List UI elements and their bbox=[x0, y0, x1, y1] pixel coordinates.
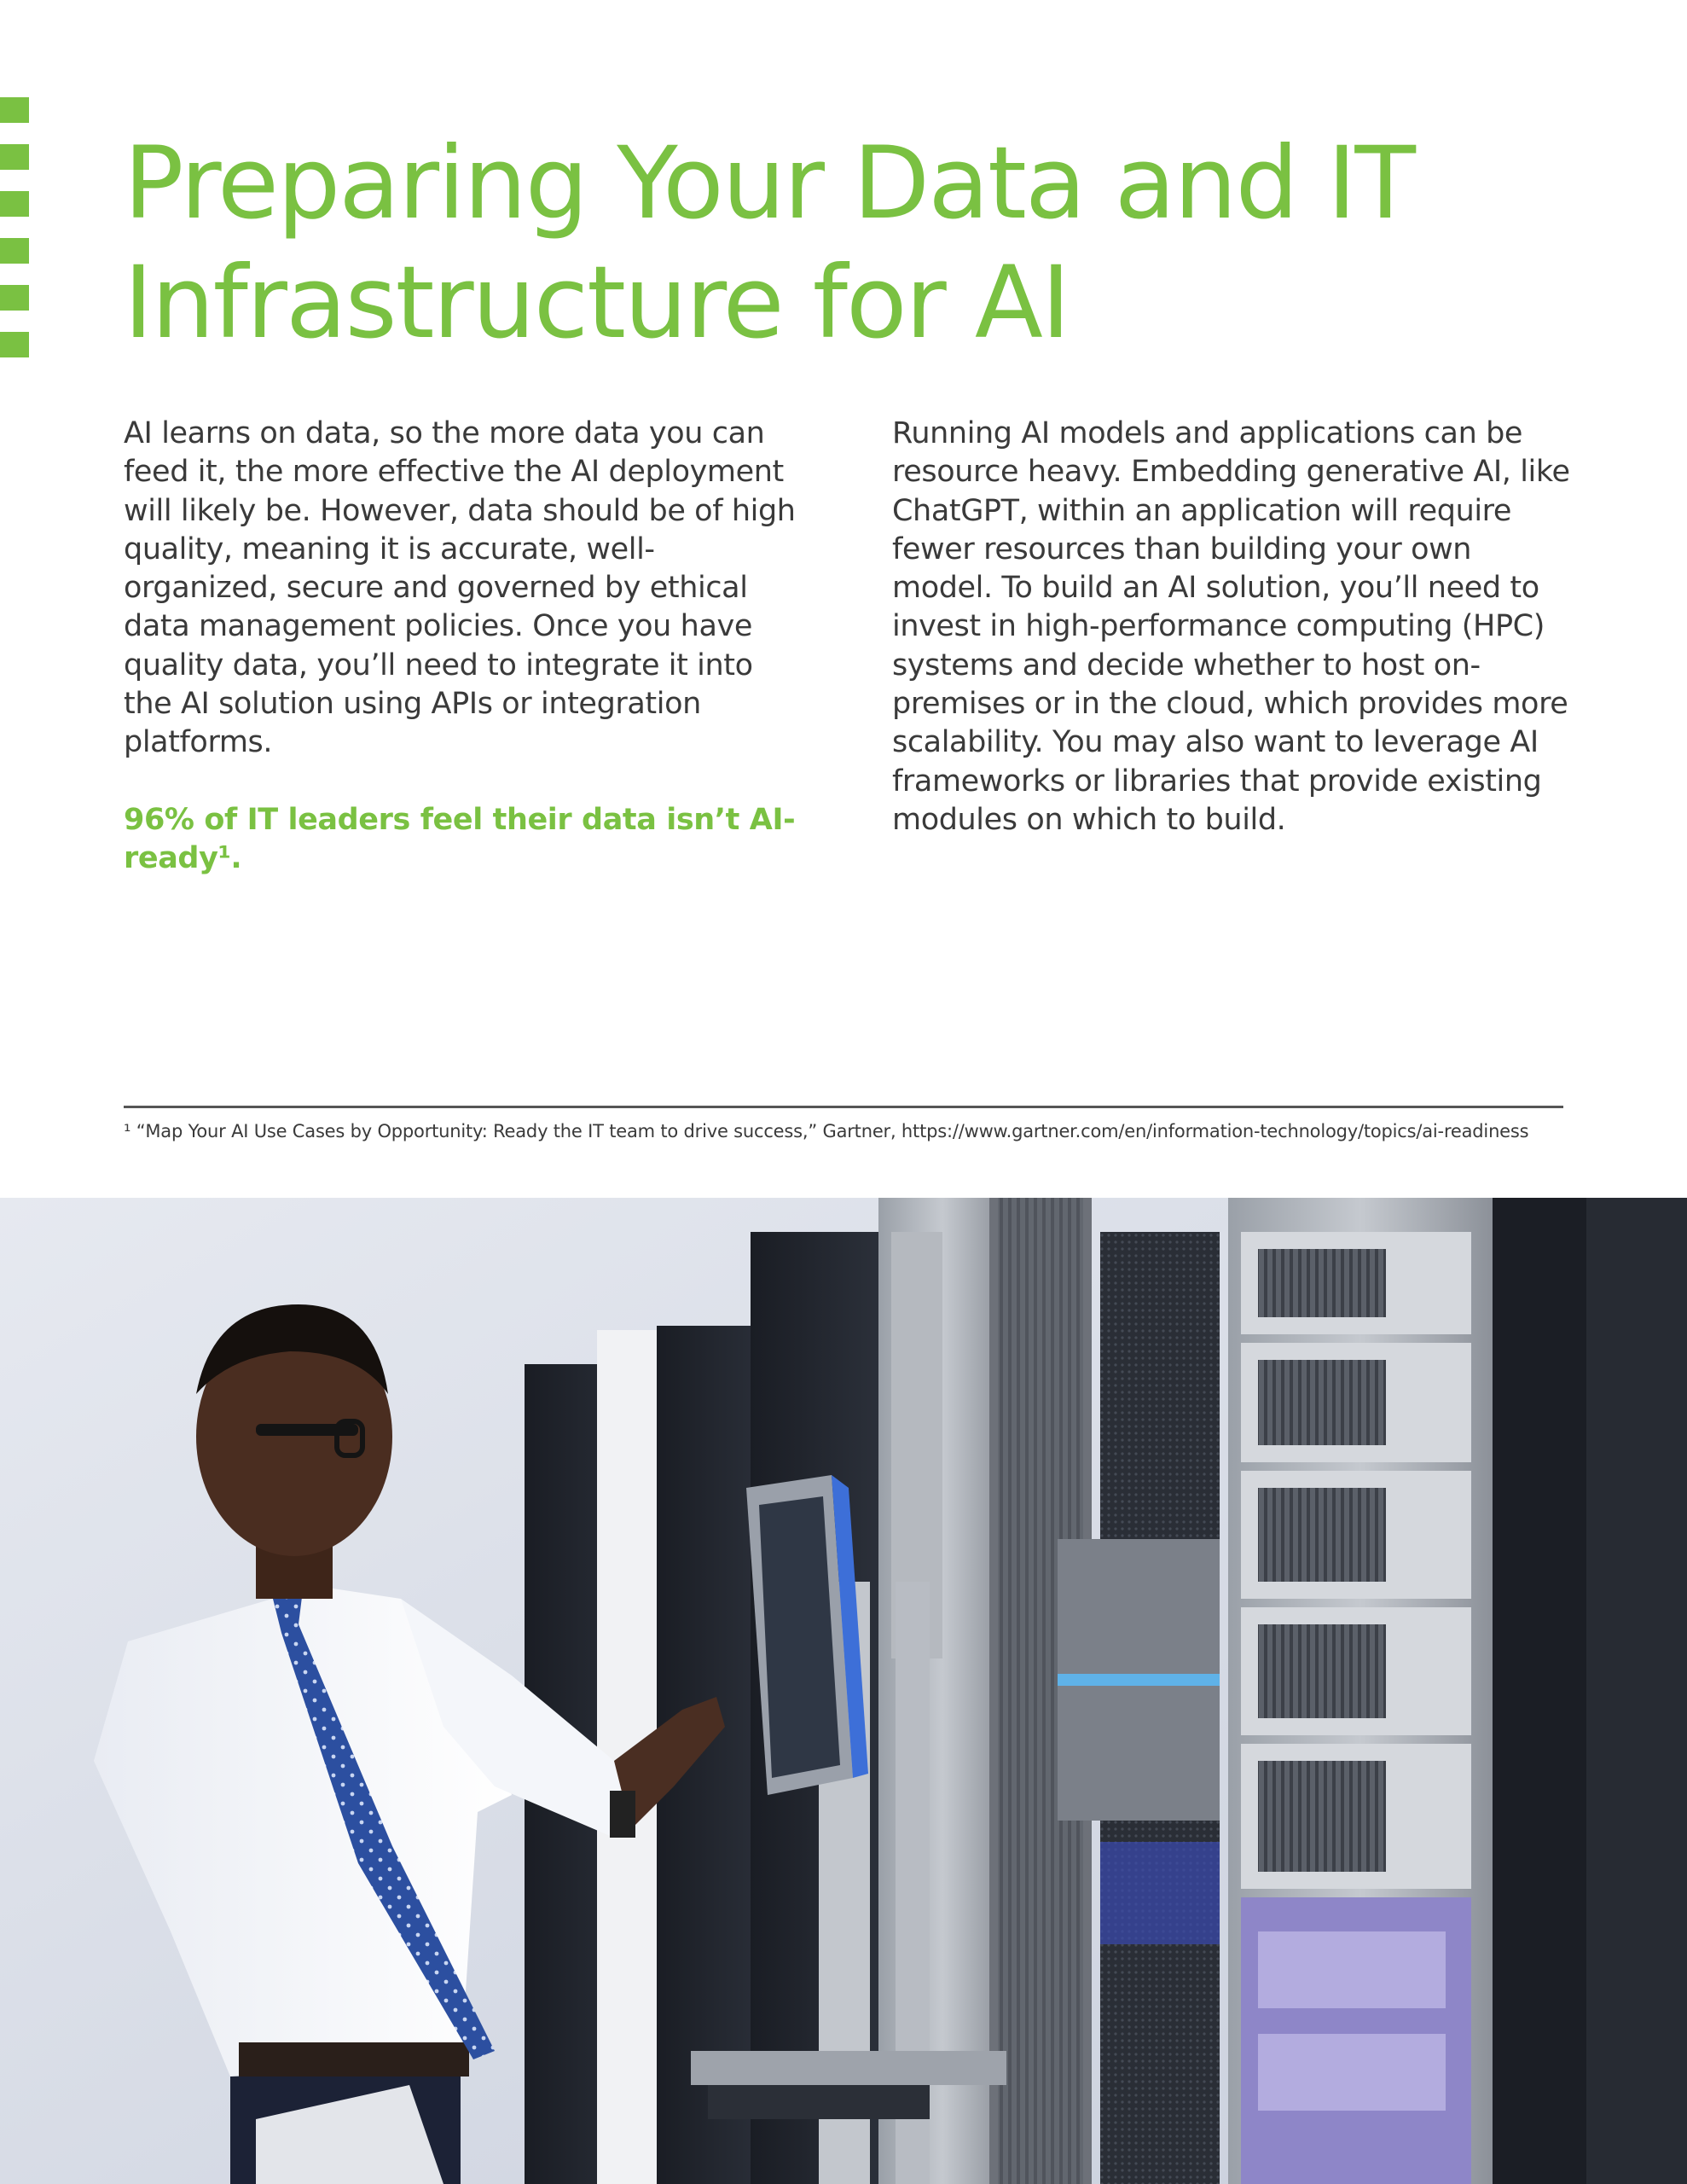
accent-bar bbox=[0, 144, 29, 170]
right-column bbox=[892, 415, 1574, 839]
footnote-divider bbox=[124, 1106, 1563, 1108]
accent-bar bbox=[0, 97, 29, 123]
accent-bar bbox=[0, 238, 29, 264]
statistic-callout: 96% of IT leaders feel their data isn’t AI-ready¹. bbox=[124, 802, 796, 875]
accent-bars-decoration bbox=[0, 97, 29, 379]
right-paragraph: Running AI models and applications can be resource heavy. Embedding generative AI, like ChatGPT, within an application will require fewer resources than building your own model. To build an AI solution, you’ll need to invest in high-performance computing (HPC) systems and decide whether to host on-premises or in the cloud, which provides more scalability. You may also want to leverage AI frameworks or libraries that provide existing modules on which to build. bbox=[892, 416, 1570, 837]
server-room-photo bbox=[0, 1198, 1687, 2184]
page-title: Preparing Your Data and IT Infrastructure for AI bbox=[124, 125, 1414, 361]
left-paragraph: AI learns on data, so the more data you can feed it, the more effective the AI deployment will likely be. However, data should be of high quality, meaning it is accurate, well-organized, secure and governed by ethical data management policies. Once you have quality data, you’ll need to integrate it into the AI solution using APIs or integration platforms. bbox=[124, 416, 796, 760]
accent-bar bbox=[0, 332, 29, 357]
accent-bar bbox=[0, 285, 29, 311]
footnote: ¹ “Map Your AI Use Cases by Opportunity: Ready the IT team to drive success,” Gartner, https://www.gartner.com/en/information-technology/topics/ai-readiness bbox=[124, 1121, 1529, 1141]
accent-bar bbox=[0, 191, 29, 217]
left-column bbox=[124, 415, 797, 878]
